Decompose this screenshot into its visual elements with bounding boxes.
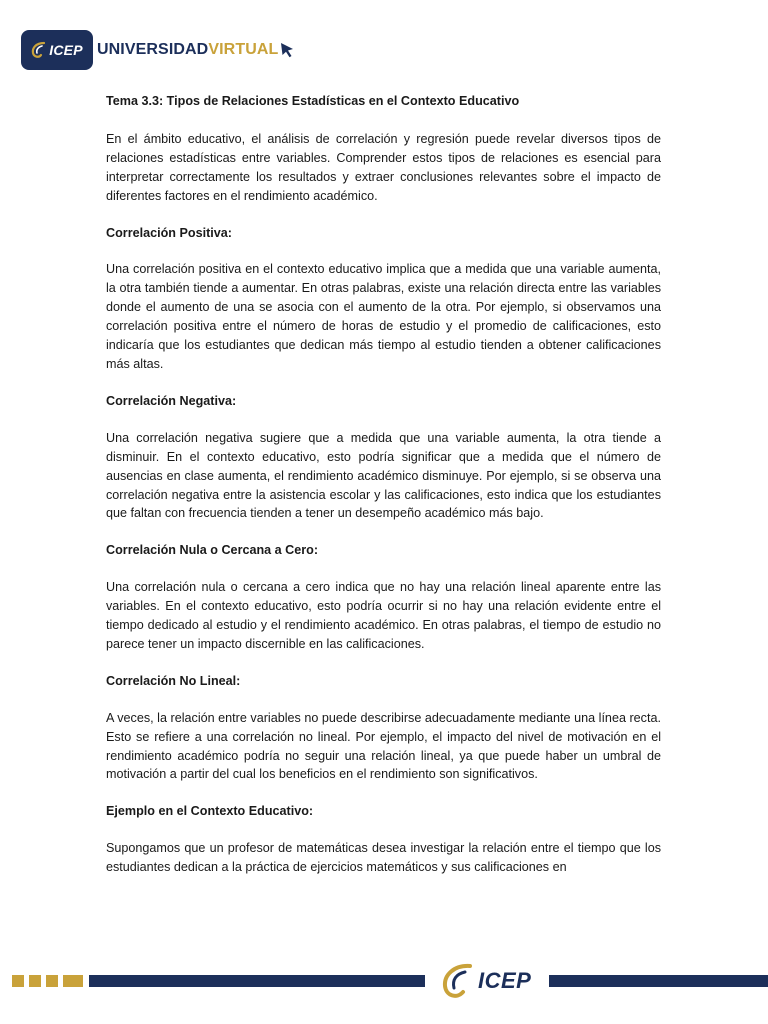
document-body (106, 92, 661, 895)
icep-swirl-icon (440, 962, 476, 1000)
footer-logo-text: ICEP (478, 967, 532, 993)
footer-logo (440, 958, 540, 1003)
section-body-nula: Una correlación nula o cercana a cero indica que no hay una relación lineal aparente entre las variables. En el contexto educativo, esto podría ocurrir si no hay una relación evidente entre el tiempo dedicado al estudio y el rendimiento académico. En otras palabras, el tiempo de estudio no parece tener un impacto discernible en las calificaciones. (106, 580, 661, 651)
footer-band (0, 958, 768, 1003)
cursor-arrow-icon (279, 41, 295, 59)
footer-bar-left (89, 975, 425, 987)
section-body-positiva: Una correlación positiva en el contexto educativo implica que a medida que una variable aumenta, la otra también tiende a aumentar. En otras palabras, existe una relación directa entre las variables donde el aumento de una se asocia con el aumento de la otra. Por ejemplo, si observamos una correlación positiva entre el número de horas de estudio y el promedio de calificaciones, esto indicaría que los estudiantes que dedican más tiempo al estudio tienden a obtener calificaciones más altas. (106, 262, 661, 371)
footer-square (46, 975, 58, 987)
brand-part-universidad: UNIVERSIDAD (97, 41, 209, 58)
section-heading-no-lineal: Correlación No Lineal: (106, 673, 241, 688)
section-heading-negativa: Correlación Negativa: (106, 393, 237, 408)
section-body-no-lineal: A veces, la relación entre variables no puede describirse adecuadamente mediante una línea recta. Esto se refiere a una correlación no lineal. Por ejemplo, el impacto del nivel de motivación en el rendimiento académico podría no seguir una relación lineal, ya que puede haber un umbral de motivación a partir del cual los beneficios en el rendimiento son significativos. (106, 710, 661, 782)
brand-name (97, 41, 295, 59)
footer-square (63, 975, 83, 987)
section-heading-positiva: Correlación Positiva: (106, 225, 232, 240)
section-body-ejemplo: Supongamos que un profesor de matemáticas desea investigar la relación entre el tiempo que los estudiantes dedican a la práctica de ejercicios matemáticos y sus calificaciones en (106, 841, 661, 875)
footer-square (12, 975, 24, 987)
footer-bar-right (549, 975, 768, 987)
section-heading-nula: Correlación Nula o Cercana a Cero: (106, 543, 319, 558)
icep-badge (21, 30, 93, 70)
section-body-negativa: Una correlación negativa sugiere que a medida que una variable aumenta, la otra tiende a disminuir. En el contexto educativo, esto podría significar que a medida que el número de ausencias en clase aumenta, el rendimiento académico disminuye. Por ejemplo, si se observa una correlación negativa entre la asistencia escolar y las calificaciones, esto indica que los estudiantes que faltan con frecuencia tienden a tener un desempeño académico más bajo. (106, 430, 661, 521)
document-title: Tema 3.3: Tipos de Relaciones Estadísticas en el Contexto Educativo (106, 94, 520, 108)
icep-swirl-icon (31, 41, 47, 59)
intro-paragraph: En el ámbito educativo, el análisis de correlación y regresión puede revelar diversos tipos de relaciones estadísticas entre variables. Comprender estos tipos de relaciones es esencial para interpretar correctamente los resultados y extraer conclusiones relevantes sobre el impacto de diferentes factores en el rendimiento académico. (106, 131, 661, 203)
badge-text: ICEP (49, 42, 83, 58)
section-heading-ejemplo: Ejemplo en el Contexto Educativo: (106, 804, 314, 819)
footer-square (29, 975, 41, 987)
header-logo (21, 30, 295, 70)
brand-part-virtual: VIRTUAL (208, 41, 279, 58)
